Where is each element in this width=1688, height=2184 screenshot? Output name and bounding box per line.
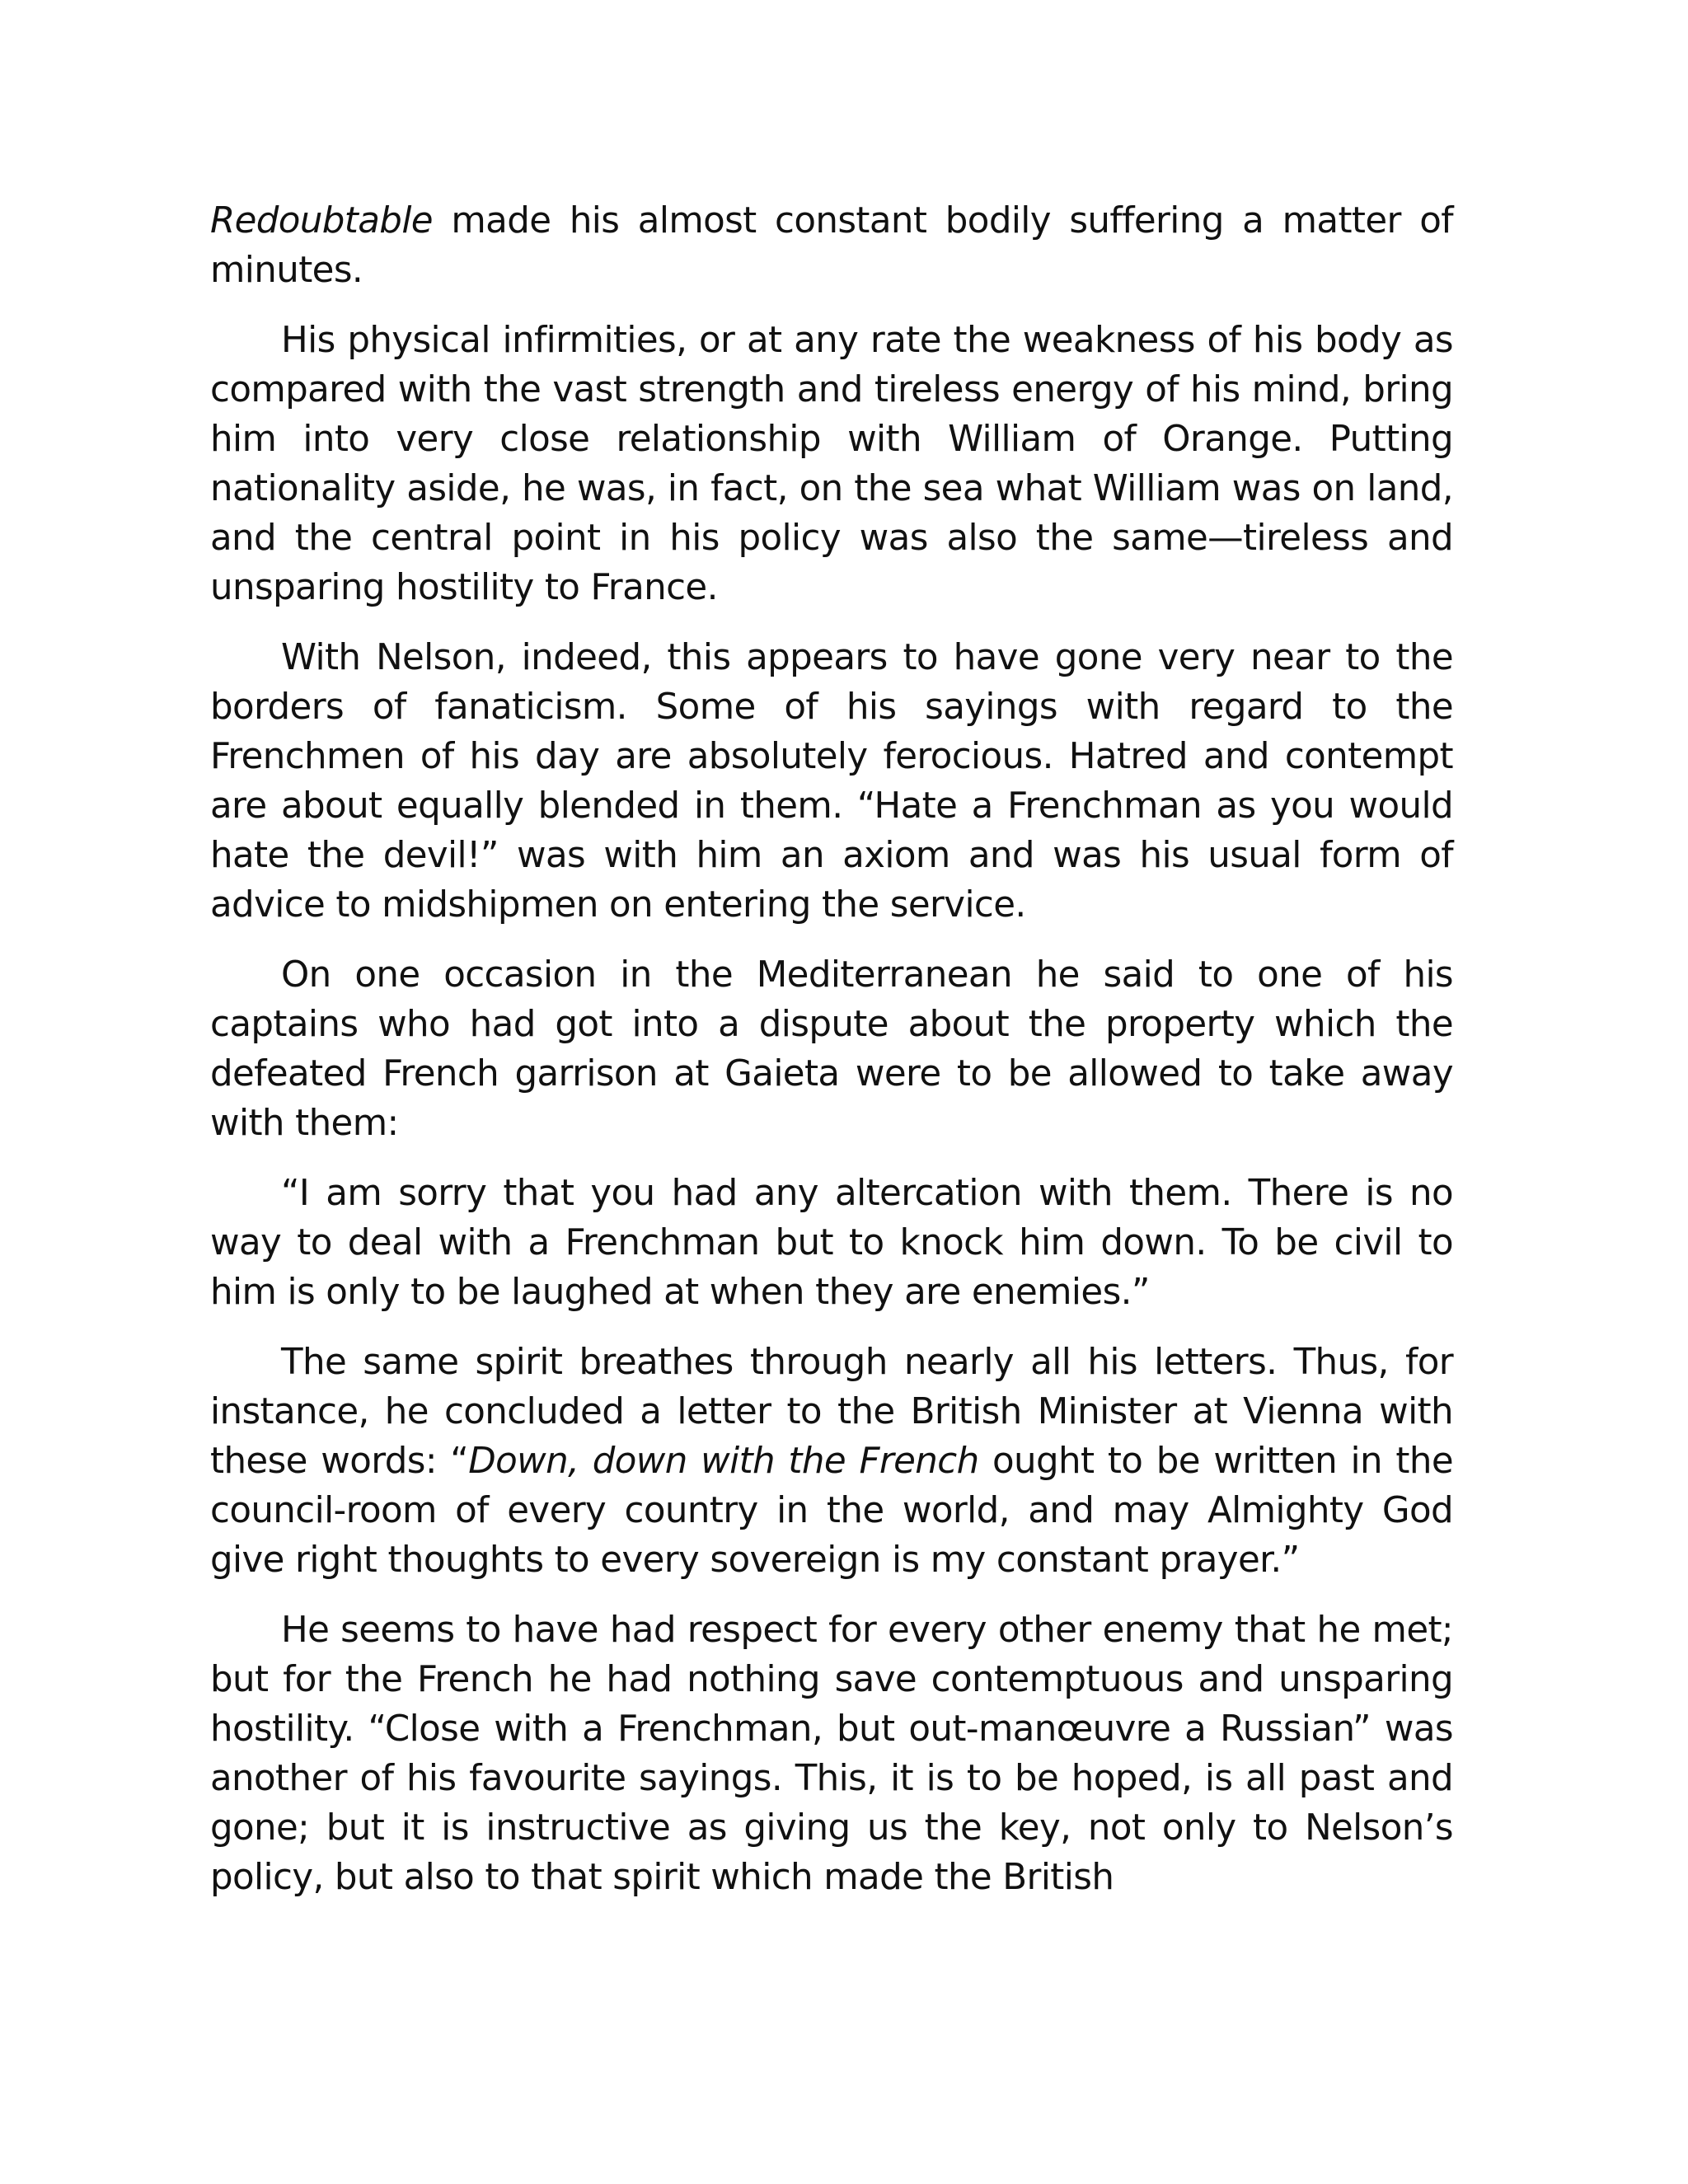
paragraph-6-text-after: ought to be written in the council-room of every country in the world, and may Almighty God give right thoughts to every sovereign is my constant prayer.”: [210, 1441, 1453, 1581]
paragraph-4: On one occasion in the Mediterranean he said to one of his captains who had got into a dispute about the property which the defeated French garrison at Gaieta were to be allowed to take away with them:: [210, 954, 1453, 1144]
paragraph-5-quote: “I am sorry that you had any altercation with them. There is no way to deal with a Frenchman but to knock him down. To be civil to him is only to be laughed at when they are enemies.”: [210, 1173, 1453, 1313]
page-body: [210, 196, 1453, 1902]
ship-name-italic: Redoubtable: [210, 200, 433, 241]
paragraph-1: [210, 196, 1453, 295]
paragraph-2: His physical infirmities, or at any rate the weakness of his body as compared with the vast strength and tireless energy of his mind, bring him into very close relationship with William of Orange. Putting nationality aside, he was, in fact, on the sea what William was on land, and the central point in his policy was also the same—tireless and unsparing hostility to France.: [210, 320, 1453, 608]
paragraph-6-italic-quote: Down, down with the French: [468, 1441, 979, 1482]
paragraph-6-text-before: The same spirit breathes through nearly all his letters. Thus, for instance, he concluded a letter to the British Minister at Vienna with these words: “: [210, 1342, 1453, 1482]
paragraph-7: He seems to have had respect for every other enemy that he met; but for the French he had nothing save contemptuous and unsparing hostility. “Close with a Frenchman, but out-manœuvre a Russian” was another of his favourite sayings. This, it is to be hoped, is all past and gone; but it is instructive as giving us the key, not only to Nelson’s policy, but also to that spirit which made the British: [210, 1610, 1453, 1898]
paragraph-1-text: made his almost constant bodily suffering a matter of minutes.: [210, 200, 1453, 291]
paragraph-6: [210, 1338, 1453, 1585]
paragraph-3: With Nelson, indeed, this appears to have gone very near to the borders of fanaticism. Some of his sayings with regard to the Frenchmen of his day are absolutely ferocious. Hatred and contempt are about equally blended in them. “Hate a Frenchman as you would hate the devil!” was with him an axiom and was his usual form of advice to midshipmen on entering the service.: [210, 637, 1453, 926]
